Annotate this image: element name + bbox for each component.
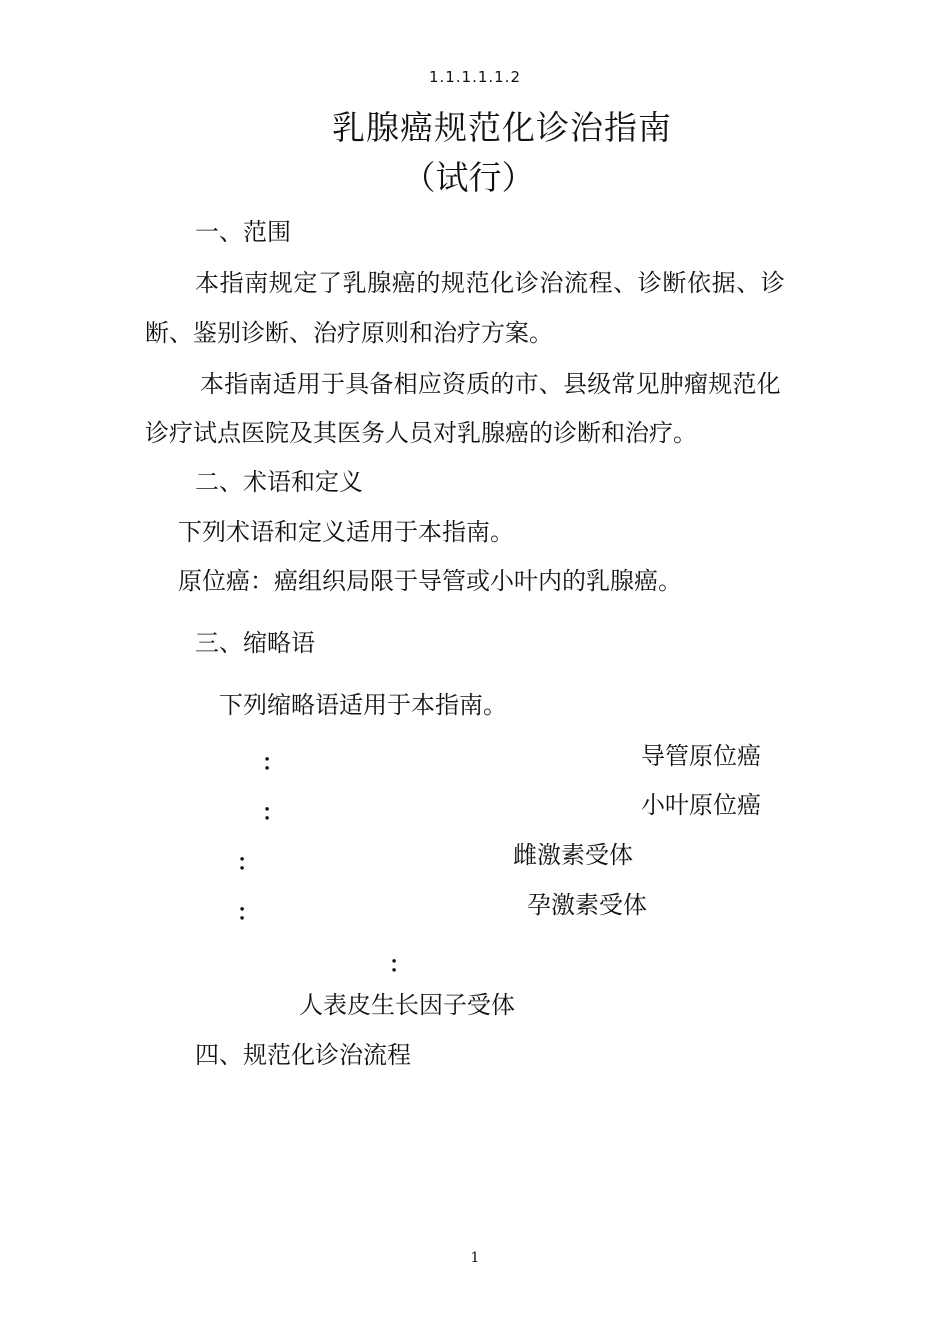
abbr-meaning: 人表皮生长因子受体 [299,991,515,1019]
abbr-colon: ： [262,751,285,776]
abbr-colon: ： [262,801,285,826]
section4-heading: 四、规范化诊治流程 [195,1041,411,1069]
abbr-meaning: 雌激素受体 [513,841,633,869]
section1-para1-line1: 本指南规定了乳腺癌的规范化诊治流程、诊断依据、诊 [195,269,786,297]
abbr-colon: ： [237,851,260,876]
section1-heading: 一、范围 [195,218,291,246]
abbr-meaning: 导管原位癌 [641,742,761,770]
abbr-colon: ： [389,953,412,978]
section2-line2: 原位癌：癌组织局限于导管或小叶内的乳腺癌。 [178,567,682,595]
section3-heading: 三、缩略语 [195,629,315,657]
section1-para2-line2: 诊疗试点医院及其医务人员对乳腺癌的诊断和治疗。 [145,419,697,447]
header-code: 1.1.1.1.1.2 [428,68,522,86]
section2-line1: 下列术语和定义适用于本指南。 [178,518,514,546]
section3-intro: 下列缩略语适用于本指南。 [219,691,507,719]
abbr-colon: ： [237,901,260,926]
page-title: 乳腺癌规范化诊治指南 [332,108,672,147]
page-subtitle: （试行） [402,158,535,197]
section2-heading: 二、术语和定义 [195,468,363,496]
section1-para1-line2: 断、鉴别诊断、治疗原则和治疗方案。 [145,319,553,347]
page-number: 1 [470,1250,480,1266]
section1-para2-line1: 本指南适用于具备相应资质的市、县级常见肿瘤规范化 [200,370,781,398]
abbr-meaning: 孕激素受体 [527,891,647,919]
abbr-meaning: 小叶原位癌 [641,791,761,819]
